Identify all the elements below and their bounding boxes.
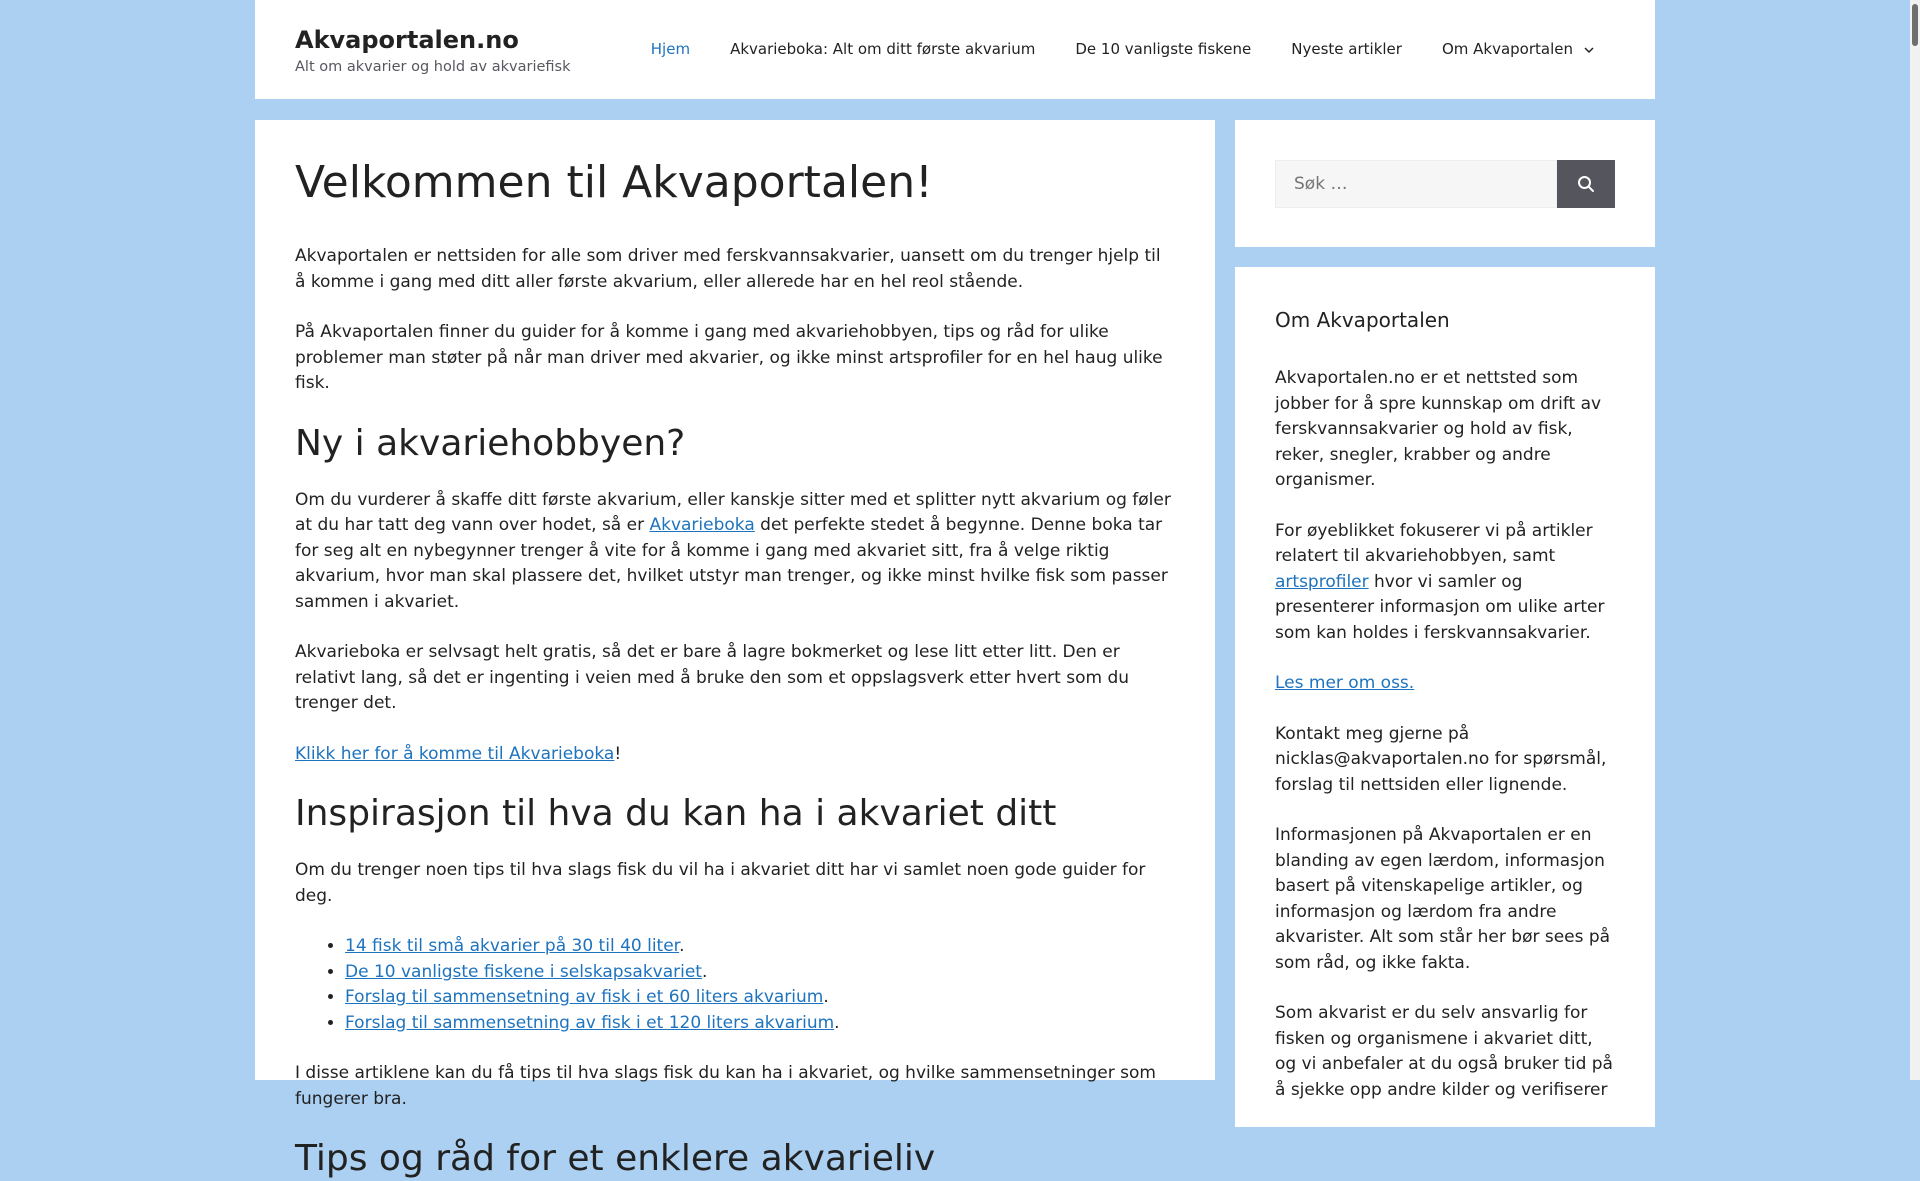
heading-inspiration: Inspirasjon til hva du kan ha i akvariet ditt xyxy=(295,793,1057,834)
list-item xyxy=(345,934,1175,960)
branding xyxy=(295,26,571,76)
chevron-down-icon xyxy=(1583,44,1595,56)
list-item-suffix: . xyxy=(834,1012,840,1033)
article-link-top-10-fish[interactable]: De 10 vanligste fiskene i selskapsakvariet xyxy=(345,961,702,982)
responsibility-paragraph: Som akvarist er du selv ansvarlig for fisken og organismene i akvariet ditt, og vi anbefaler at du også bruker tid på å sjekke opp andre kilder og verifiserer xyxy=(1275,1003,1613,1100)
about-paragraph-2-text-b: hvor vi samler og presenterer informasjon om ulike arter som kan holdes i ferskvannsakvarier. xyxy=(1275,571,1605,643)
read-more-about-link[interactable]: Les mer om oss. xyxy=(1275,673,1415,693)
inspiration-paragraph: Om du trenger noen tips til hva slags fisk du vil ha i akvariet ditt har vi samlet noen gode guider for deg. xyxy=(295,860,1146,906)
list-item-suffix: . xyxy=(679,936,685,956)
species-profiles-link[interactable]: artsprofiler xyxy=(1275,571,1369,592)
site-description: Alt om akvarier og hold av akvariefisk xyxy=(295,59,571,75)
main-navigation xyxy=(631,0,1615,99)
heading-new-in-hobby: Ny i akvariehobbyen? xyxy=(295,422,686,464)
main-content xyxy=(255,120,1215,1179)
new-paragraph-2: Akvarieboka er selvsagt helt gratis, så det er bare å lagre bokmerket og lese litt etter litt. Den er relativt lang, så det er ingenting i veien med å bruke den som et oppslagsverk etter hvert som du trenger det. xyxy=(295,642,1130,713)
about-more-paragraph xyxy=(1275,671,1615,697)
cta-suffix: ! xyxy=(614,743,622,764)
heading-tips: Tips og råd for et enklere akvarieliv xyxy=(295,1138,936,1179)
new-paragraph-1-text-b: det perfekte stedet å begynne. Denne boka tar for seg alt en nybegynner trenger å vite for å komme i gang med akvariet sitt, fra å velge riktig akvarium, hvor man skal plassere det, hvilket utstyr man trenger, og ikke minst hvilke fisk som passer sammen i akvariet. xyxy=(295,515,1168,612)
list-item xyxy=(345,985,1175,1011)
article-link-120-liter[interactable]: Forslag til sammensetning av fisk i et 120 liters akvarium xyxy=(345,1012,835,1033)
akvarieboka-cta-link[interactable]: Klikk her for å komme til Akvarieboka xyxy=(295,743,615,764)
nav-item-top-10-fish[interactable]: De 10 vanligste fiskene xyxy=(1075,40,1252,58)
about-widget-title: Om Akvaportalen xyxy=(1275,308,1450,332)
nav-item-latest-articles[interactable]: Nyeste artikler xyxy=(1291,40,1402,58)
contact-paragraph: Kontakt meg gjerne på nicklas@akvaportalen.no for spørsmål, forslag til nettsiden eller lignende. xyxy=(1275,723,1607,795)
article-link-small-aquariums[interactable]: 14 fisk til små akvarier på 30 til 40 liter xyxy=(345,936,680,956)
new-paragraph-1 xyxy=(295,488,1175,616)
inspiration-paragraph-2: I disse artiklene kan du få tips til hva slags fisk du kan ha i akvariet, og hvilke sammensetninger som fungerer bra. xyxy=(295,1063,1156,1109)
search-input[interactable] xyxy=(1275,160,1557,208)
about-paragraph-1: Akvaportalen.no er et nettsted som jobber for å spre kunnskap om drift av ferskvannsakvarier og hold av fisk, reker, snegler, krabber og andre organismer. xyxy=(1275,368,1602,490)
nav-item-about[interactable] xyxy=(1422,0,1615,99)
new-paragraph-1-text-a: Om du vurderer å skaffe ditt første akvarium, eller kanskje sitter med et splitter nytt akvarium og føler at du har tatt deg vann over hodet, så er xyxy=(295,489,1171,535)
search-button[interactable] xyxy=(1557,160,1615,208)
akvarieboka-inline-link[interactable]: Akvarieboka xyxy=(649,515,755,535)
site-title-link[interactable]: Akvaportalen.no xyxy=(295,26,519,54)
about-widget xyxy=(1235,267,1655,1127)
nav-item-home[interactable]: Hjem xyxy=(650,40,691,58)
site-header xyxy=(255,0,1655,99)
list-item-suffix: . xyxy=(701,961,708,982)
nav-item-akvarieboka[interactable]: Akvarieboka: Alt om ditt første akvarium xyxy=(730,40,1036,58)
list-item xyxy=(345,1011,1175,1037)
inspiration-list xyxy=(295,934,1175,1036)
page-title: Velkommen til Akvaportalen! xyxy=(295,157,933,208)
scrollbar[interactable] xyxy=(1910,0,1920,1080)
sidebar xyxy=(1235,120,1655,1147)
intro-paragraph-2: På Akvaportalen finner du guider for å komme i gang med akvariehobbyen, tips og råd for ulike problemer man støter på når man driver med akvarier, og ikke minst artsprofiler for en hel haug ulike fisk. xyxy=(295,322,1163,393)
about-paragraph-2-text-a: For øyeblikket fokuserer vi på artikler relatert til akvariehobbyen, samt xyxy=(1275,520,1593,566)
search-icon xyxy=(1577,175,1595,193)
akvarieboka-cta-paragraph xyxy=(295,742,1175,768)
search-widget xyxy=(1235,120,1655,247)
intro-paragraph-1: Akvaportalen er nettsiden for alle som driver med ferskvannsakvarier, uansett om du trenger hjelp til å komme i gang med ditt aller første akvarium, eller allerede har en hel reol stående. xyxy=(295,246,1161,292)
list-item-suffix: . xyxy=(823,987,829,1007)
article-link-60-liter[interactable]: Forslag til sammensetning av fisk i et 60 liters akvarium xyxy=(345,987,824,1007)
about-paragraph-2 xyxy=(1275,519,1615,647)
list-item xyxy=(345,960,1175,986)
disclaimer-paragraph: Informasjonen på Akvaportalen er en blanding av egen lærdom, informasjon basert på vitenskapelige artikler, og informasjon og lærdom fra andre akvarister. Alt som står her bør sees på som råd, og ikke fakta. xyxy=(1275,825,1611,973)
scrollbar-thumb[interactable] xyxy=(1912,4,1918,46)
nav-item-about-label: Om Akvaportalen xyxy=(1441,40,1573,58)
